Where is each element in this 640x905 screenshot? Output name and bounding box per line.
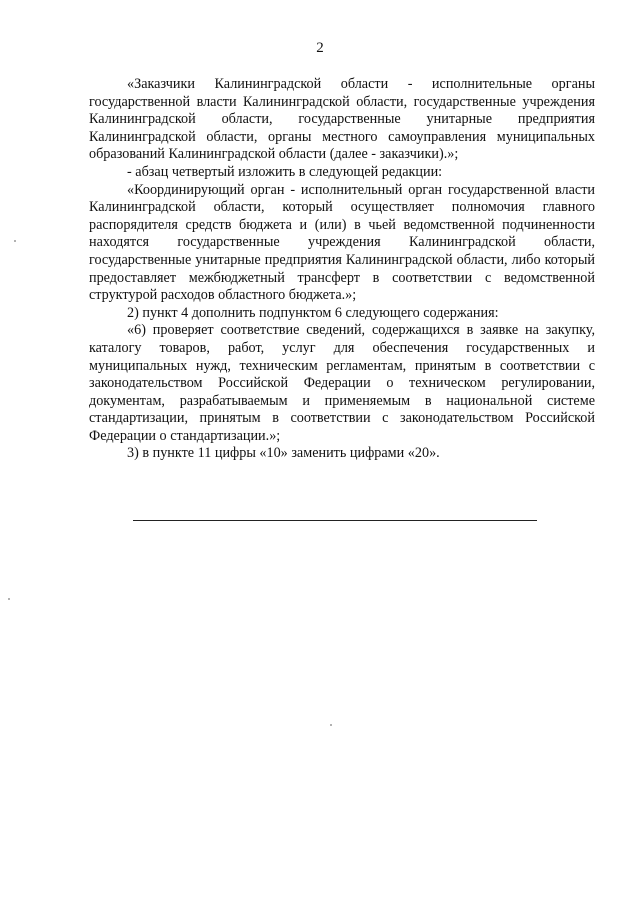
scan-speck [8, 598, 10, 600]
paragraph-coordinating-body-definition: «Координирующий орган - исполнительный орган государственной власти Калининградской области, который осуществляет полномочия главного распорядителя средств бюджета и (или) в чьей ведомственной подчиненности находятся государственные учреждения Калининградской области, государственные унитарные предприятия Калининградской области, либо который предоставляет межбюджетный трансферт в соответствии с ведомственной структурой расходов областного бюджета.»; [89, 181, 595, 304]
scan-speck [14, 240, 16, 242]
paragraph-subitem-6-text: «6) проверяет соответствие сведений, содержащихся в заявке на закупку, каталогу товаров, работ, услуг для обеспечения государственных и муниципальных нужд, техническим регламентам, принятым в соответствии с законодательством Российской Федерации о техническом регулировании, документам, разрабатываемым и применяемым в национальной системе стандартизации, принятым в соответствии с законодательством Российской Федерации о стандартизации.»; [89, 322, 595, 444]
scan-speck [330, 724, 332, 726]
document-body [89, 76, 595, 463]
paragraph-item-4-amendment: 2) пункт 4 дополнить подпунктом 6 следующего содержания: [127, 304, 499, 321]
paragraph-customers-definition: «Заказчики Калининградской области - исполнительные органы государственной власти Калининградской области, государственные учреждения Калининградской области, государственные унитарные предприятия Калининградской области, органы местного самоуправления муниципальных образований Калининградской области (далее - заказчики).»; [89, 76, 595, 163]
closing-divider-line [133, 520, 537, 521]
paragraph-fourth-subparagraph-note: - абзац четвертый изложить в следующей редакции: [127, 163, 443, 180]
page-number: 2 [316, 40, 324, 56]
paragraph-item-11-amendment: 3) в пункте 11 цифры «10» заменить цифрами «20». [127, 445, 440, 462]
